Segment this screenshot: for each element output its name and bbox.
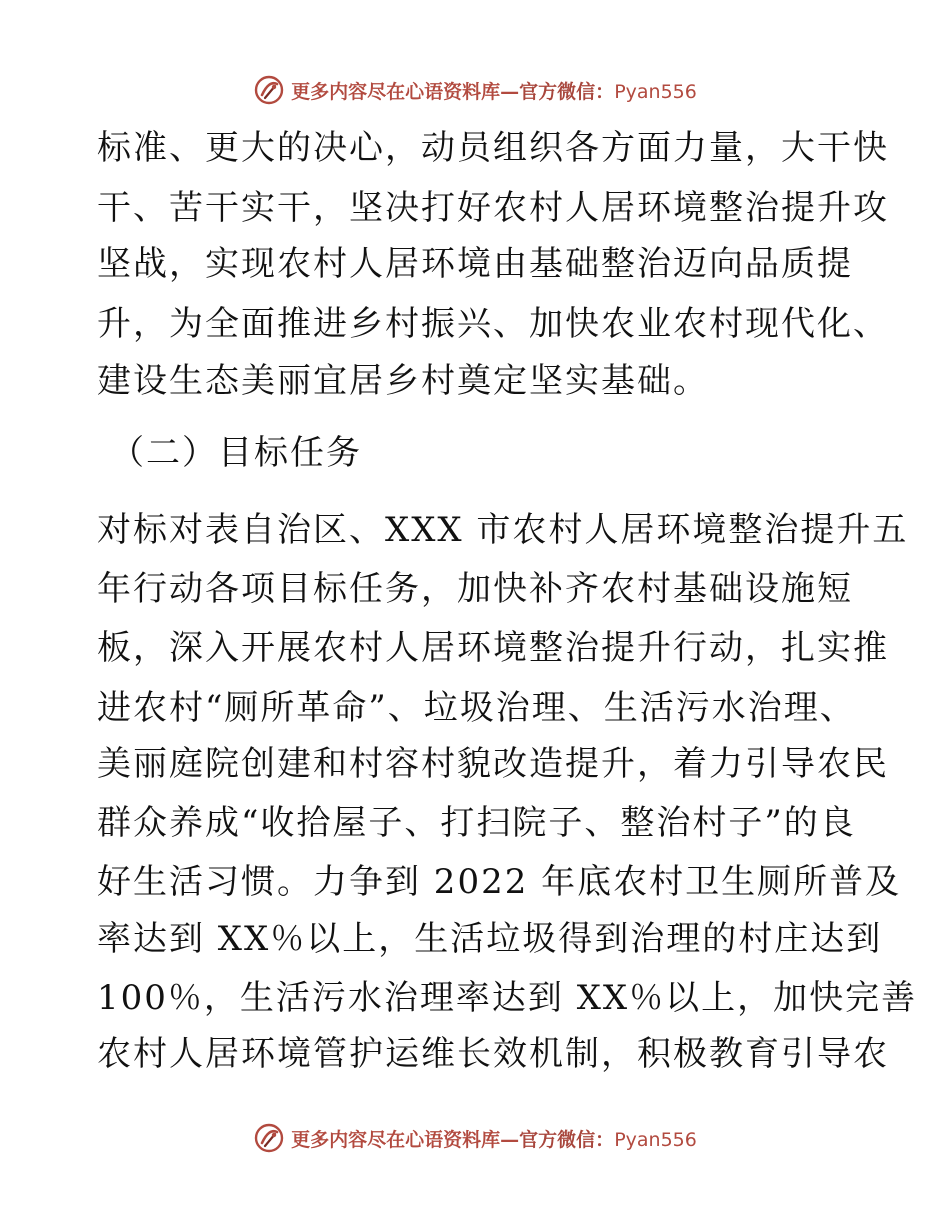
text-line: 群众养成“收拾屋子、打扫院子、整治村子”的良	[97, 803, 856, 843]
text-line: 美丽庭院创建和村容村貌改造提升，着力引导农民	[97, 744, 889, 784]
text-line: 年行动各项目标任务，加快补齐农村基础设施短	[97, 569, 853, 609]
brand-logo-icon	[253, 74, 285, 106]
text-line: 进农村“厕所革命”、垃圾治理、生活污水治理、	[97, 688, 856, 728]
text-line: 100％，生活污水治理率达到 XX％以上，加快完善	[97, 978, 918, 1018]
watermark-text	[291, 1125, 697, 1152]
text-line: 好生活习惯。力争到 2022 年底农村卫生厕所普及	[97, 862, 902, 902]
text-line: 农村人居环境管护运维长效机制，积极教育引导农	[97, 1034, 889, 1074]
text-line: 对标对表自治区、XXX 市农村人居环境整治提升五	[97, 510, 909, 550]
watermark-separator: —	[500, 80, 520, 103]
watermark-wechat-label: 官方微信：	[519, 1128, 615, 1151]
text-line: 标准、更大的决心，动员组织各方面力量，大干快	[97, 128, 889, 168]
header-watermark	[0, 70, 950, 110]
watermark-wechat-label: 官方微信：	[519, 80, 615, 103]
text-line: 率达到 XX％以上，生活垃圾得到治理的村庄达到	[97, 919, 883, 959]
brand-logo-icon	[253, 1122, 285, 1154]
watermark-brand: 更多内容尽在心语资料库	[291, 80, 501, 103]
text-line: 坚战，实现农村人居环境由基础整治迈向品质提	[97, 244, 853, 284]
text-line: 建设生态美丽宜居乡村奠定坚实基础。	[97, 361, 709, 401]
section-heading: （二）目标任务	[110, 433, 362, 473]
text-line: 干、苦干实干，坚决打好农村人居环境整治提升攻	[97, 188, 889, 228]
watermark-text	[291, 77, 697, 104]
watermark-wechat-id: Pyan556	[614, 80, 697, 103]
watermark-brand: 更多内容尽在心语资料库	[291, 1128, 501, 1151]
text-line: 升，为全面推进乡村振兴、加快农业农村现代化、	[97, 304, 889, 344]
text-line: 板，深入开展农村人居环境整治提升行动，扎实推	[97, 628, 889, 668]
footer-watermark	[0, 1118, 950, 1158]
watermark-separator: —	[500, 1128, 520, 1151]
watermark-wechat-id: Pyan556	[614, 1128, 697, 1151]
